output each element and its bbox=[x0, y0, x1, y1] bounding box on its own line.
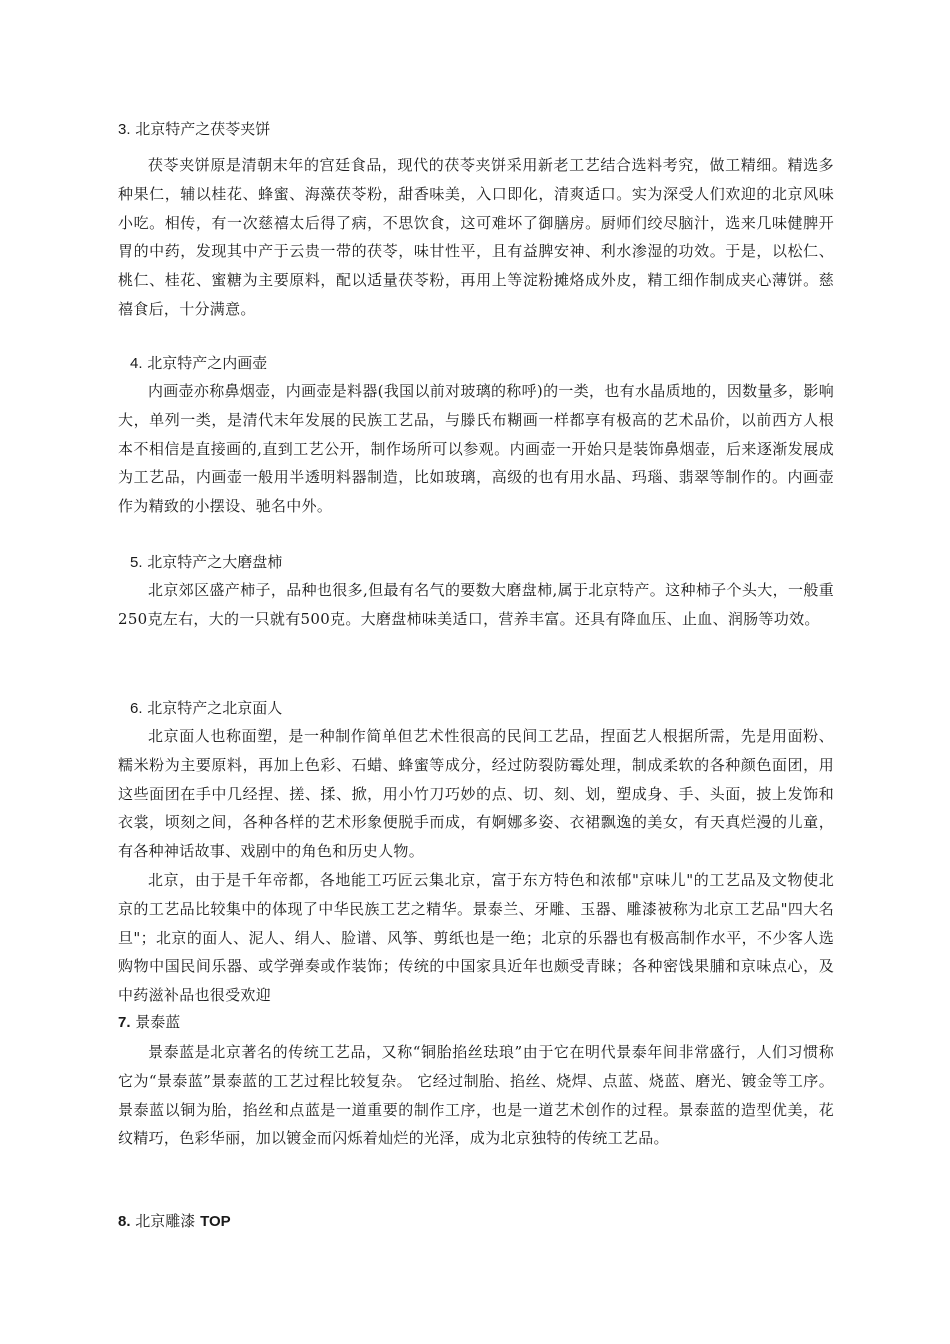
section-title: 景泰蓝 bbox=[135, 1013, 181, 1031]
section-neihua-hu bbox=[118, 352, 834, 521]
section-paragraph: 内画壶亦称鼻烟壶，内画壶是料器(我国以前对玻璃的称呼)的一类，也有水晶质地的，因数量多，影响大，单列一类，是清代末年发展的民族工艺品，与滕氏布糊画一样都享有极高的艺术品价，以前西方人根本不相信是直接画的,直到工艺公开，制作场所可以参观。内画壶一开始只是装饰鼻烟壶，后来逐渐发展成为工艺品，内画壶一般用半透明料器制造，比如玻璃，高级的也有用水晶、玛瑙、翡翠等制作的。内画壶作为精致的小摆设、驰名中外。 bbox=[118, 382, 834, 516]
section-paragraph: 北京郊区盛产柿子，品种也很多,但最有名气的要数大磨盘柿,属于北京特产。这种柿子个头大，一般重250克左右，大的一只就有500克。大磨盘柿味美适口，营养丰富。还具有降血压、止血、润肠等功效。 bbox=[118, 581, 834, 628]
section-heading bbox=[118, 118, 834, 141]
section-title: 北京特产之茯苓夹饼 bbox=[135, 120, 271, 138]
section-heading bbox=[118, 697, 834, 720]
section-heading bbox=[118, 1210, 834, 1233]
section-paragraph: 北京面人也称面塑，是一种制作简单但艺术性很高的民间工艺品，捏面艺人根据所需，先是用面粉、糯米粉为主要原料，再加上色彩、石蜡、蜂蜜等成分，经过防裂防霉处理，制成柔软的各种颜色面团，用这些面团在手中几经捏、搓、揉、掀，用小竹刀巧妙的点、切、刻、划，塑成身、手、头面，披上发饰和衣裳，顷刻之间，各种各样的艺术形象便脱手而成，有婀娜多姿、衣裙飘逸的美女，有天真烂漫的儿童，有各种神话故事、戏剧中的角色和历史人物。 bbox=[118, 727, 834, 861]
section-number: 6. bbox=[130, 700, 143, 717]
section-jingtailan bbox=[118, 1011, 834, 1153]
section-title: 北京特产之北京面人 bbox=[147, 699, 283, 717]
section-number: 3. bbox=[118, 121, 131, 138]
section-paragraph: 北京，由于是千年帝都，各地能工巧匠云集北京，富于东方特色和浓郁"京味儿"的工艺品及文物使北京的工艺品比较集中的体现了中华民族工艺之精华。景泰兰、牙雕、玉器、雕漆被称为北京工艺品"四大名旦"；北京的面人、泥人、绢人、脸谱、风筝、剪纸也是一绝；北京的乐器也有极高制作水平，不少客人选购物中国民间乐器、或学弹奏或作装饰；传统的中国家具近年也颇受青睐；各种密饯果脯和京味点心，及中药滋补品也很受欢迎 bbox=[118, 870, 834, 1005]
section-number: 5. bbox=[130, 554, 143, 571]
section-heading bbox=[118, 352, 834, 375]
section-damopan-shi bbox=[118, 551, 834, 634]
section-paragraph: 景泰蓝是北京著名的传统工艺品，又称“铜胎掐丝珐琅”由于它在明代景泰年间非常盛行，人们习惯称它为“景泰蓝”景泰蓝的工艺过程比较复杂。 它经过制胎、掐丝、烧焊、点蓝、烧蓝、磨光、镀金等工序。景泰蓝以铜为胎，掐丝和点蓝是一道重要的制作工序，也是一道艺术创作的过程。景泰蓝的造型优美，花纹精巧，色彩华丽，加以镀金而闪烁着灿烂的光泽，成为北京独特的传统工艺品。 bbox=[118, 1043, 834, 1148]
section-heading bbox=[118, 551, 834, 574]
section-title: 北京雕漆 bbox=[135, 1212, 196, 1230]
section-title: 北京特产之内画壶 bbox=[147, 354, 268, 372]
section-fuling-jiabing bbox=[118, 118, 834, 324]
section-number: 4. bbox=[130, 355, 143, 372]
section-heading bbox=[118, 1011, 834, 1034]
section-paragraph: 茯苓夹饼原是清朝末年的宫廷食品，现代的茯苓夹饼采用新老工艺结合选料考究，做工精细。精选多种果仁，辅以桂花、蜂蜜、海藻茯苓粉，甜香味美，入口即化，清爽适口。实为深受人们欢迎的北京风味小吃。相传，有一次慈禧太后得了病，不思饮食，这可难坏了御膳房。厨师们绞尽脑汁，选来几味健脾开胃的中药，发现其中产于云贵一带的茯苓，味甘性平，且有益脾安神、利水渗湿的功效。于是，以松仁、桃仁、桂花、蜜糖为主要原料，配以适量茯苓粉，再用上等淀粉摊烙成外皮，精工细作制成夹心薄饼。慈禧食后，十分满意。 bbox=[118, 156, 834, 318]
section-number: 8. bbox=[118, 1213, 131, 1230]
section-beijing-mianren bbox=[118, 697, 834, 1010]
section-number: 7. bbox=[118, 1014, 131, 1031]
section-title: 北京特产之大磨盘柿 bbox=[147, 553, 283, 571]
section-beijing-diaoqi bbox=[118, 1210, 834, 1233]
top-link[interactable]: TOP bbox=[200, 1213, 231, 1230]
